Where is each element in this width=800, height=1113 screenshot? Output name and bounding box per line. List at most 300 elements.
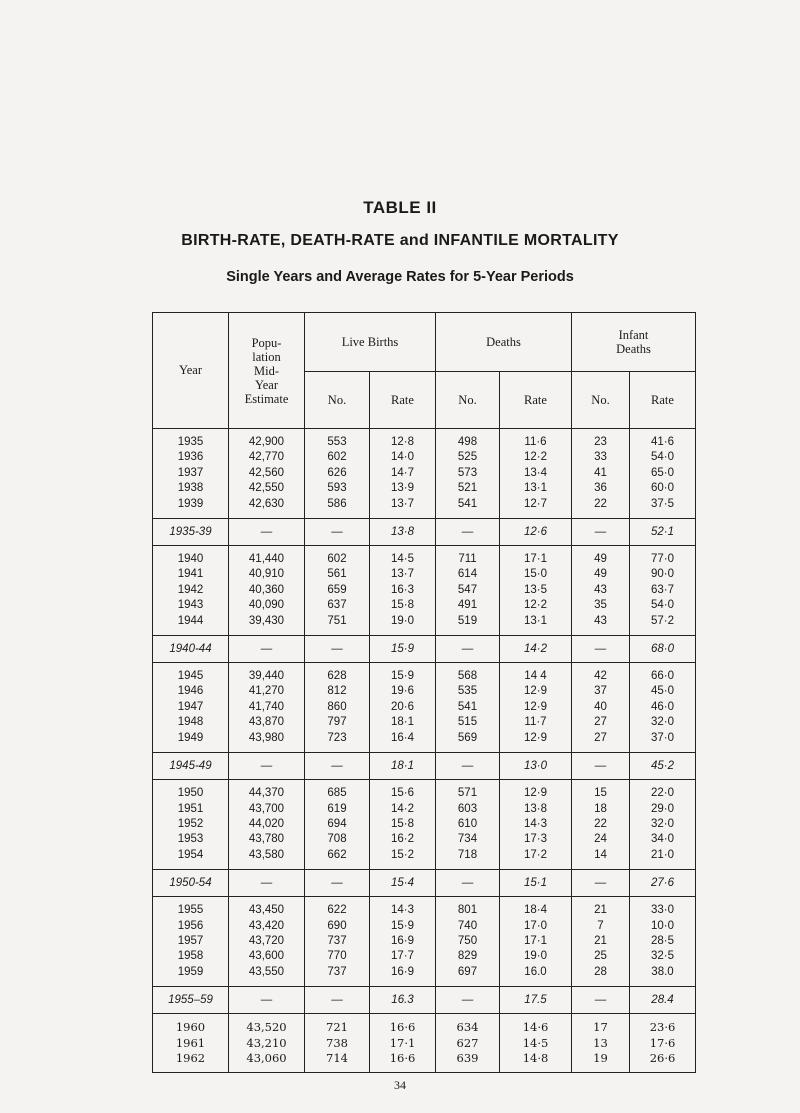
- group-column-cell: [500, 780, 572, 870]
- table-cell: 1941: [177, 568, 204, 581]
- table-cell: 27: [594, 731, 607, 744]
- average-cell: —: [229, 636, 305, 663]
- average-cell: —: [436, 519, 500, 546]
- table-cell: 541: [457, 700, 478, 713]
- header-deaths-no: No.: [436, 372, 500, 429]
- table-cell: 535: [457, 685, 478, 698]
- table-cell: 37·0: [650, 731, 675, 744]
- table-cell: 19·0: [390, 614, 415, 627]
- table-cell: 1942: [177, 583, 204, 596]
- table-cell: 1949: [177, 731, 204, 744]
- table-cell: 718: [457, 848, 478, 861]
- average-cell: 45·2: [630, 753, 696, 780]
- table-cell: 17·0: [523, 919, 548, 932]
- table-cell: 20·6: [390, 700, 415, 713]
- average-cell: 1945-49: [153, 753, 229, 780]
- year-group: [153, 1014, 696, 1073]
- table-cell: 860: [327, 700, 347, 713]
- table-cell: 16·2: [390, 833, 415, 846]
- table-cell: 519: [457, 614, 478, 627]
- table-cell: 498: [457, 436, 478, 448]
- table-cell: 17·6: [649, 1035, 676, 1050]
- average-cell: —: [572, 987, 630, 1014]
- table-cell: 16·9: [390, 965, 415, 978]
- table-cell: 737: [327, 934, 347, 947]
- table-cell: 12·9: [523, 787, 548, 800]
- group-column-cell: [572, 1014, 630, 1073]
- group-column-cell: [436, 780, 500, 870]
- table-cell: 40,360: [248, 583, 285, 596]
- table-cell: 16·3: [390, 583, 415, 596]
- table-cell: 714: [326, 1050, 348, 1065]
- table-cell: 15: [594, 787, 607, 800]
- group-column-cell: [370, 429, 436, 519]
- table-cell: 541: [457, 497, 478, 510]
- table-cell: 11·6: [524, 436, 547, 448]
- table-cell: 697: [457, 965, 478, 978]
- header-population: Popu- lation Mid- Year Estimate: [229, 313, 305, 429]
- table-cell: 16·9: [390, 934, 415, 947]
- table-cell: 1951: [177, 802, 204, 815]
- table-cell: 21·0: [650, 848, 675, 861]
- table-cell: 721: [326, 1020, 348, 1035]
- table-cell: 14·5: [390, 553, 415, 566]
- table-cell: 33: [594, 451, 607, 464]
- group-column-cell: [153, 897, 229, 987]
- table-cell: 14·8: [522, 1050, 549, 1065]
- group-column-cell: [630, 429, 696, 519]
- average-cell: 1950-54: [153, 870, 229, 897]
- average-cell: —: [436, 987, 500, 1014]
- table-cell: 43,420: [248, 919, 285, 932]
- table-cell: 685: [327, 787, 347, 800]
- table-cell: 14·2: [390, 802, 415, 815]
- table-cell: 628: [327, 670, 347, 683]
- average-cell: —: [305, 519, 370, 546]
- table-cell: 15·9: [390, 919, 415, 932]
- average-cell: 1940-44: [153, 636, 229, 663]
- table-cell: 41: [594, 466, 607, 479]
- table-cell: 1937: [177, 466, 204, 479]
- table-cell: 14·0: [390, 451, 415, 464]
- table-cell: 43,600: [248, 950, 285, 963]
- table-cell: 586: [327, 497, 347, 510]
- table-cell: 637: [327, 599, 347, 612]
- table-cell: 32·0: [650, 716, 675, 729]
- table-cell: 12·9: [523, 700, 548, 713]
- table-cell: 33·0: [650, 904, 675, 917]
- table-cell: 15·8: [390, 599, 415, 612]
- table-cell: 801: [457, 904, 478, 917]
- average-cell: 15·4: [370, 870, 436, 897]
- table-cell: 46·0: [650, 700, 675, 713]
- table-cell: 22: [594, 497, 607, 510]
- average-cell: —: [572, 636, 630, 663]
- table-cell: 14·5: [522, 1035, 549, 1050]
- table-cell: 63·7: [650, 583, 675, 596]
- average-cell: 1955–59: [153, 987, 229, 1014]
- average-cell: —: [436, 636, 500, 663]
- table-cell: 90·0: [650, 568, 675, 581]
- average-cell: —: [305, 987, 370, 1014]
- group-column-cell: [305, 1014, 370, 1073]
- average-cell: —: [305, 753, 370, 780]
- table-cell: 17·1: [523, 934, 548, 947]
- group-column-cell: [305, 897, 370, 987]
- average-cell: —: [572, 753, 630, 780]
- year-group: [153, 546, 696, 636]
- table-cell: 12·2: [523, 451, 548, 464]
- table-cell: 1958: [177, 950, 204, 963]
- table-cell: 662: [327, 848, 347, 861]
- table-cell: 626: [327, 466, 347, 479]
- table-cell: 1936: [177, 451, 204, 464]
- table-cell: 44,020: [248, 817, 285, 830]
- table-cell: 723: [327, 731, 347, 744]
- table-cell: 1948: [177, 716, 204, 729]
- table-cell: 16.0: [524, 965, 547, 978]
- table-cell: 43,870: [248, 716, 285, 729]
- average-cell: 16.3: [370, 987, 436, 1014]
- table-cell: 18·4: [523, 904, 548, 917]
- table-cell: 43,700: [248, 802, 285, 815]
- average-cell: —: [229, 753, 305, 780]
- group-column-cell: [436, 897, 500, 987]
- table-cell: 14 4: [524, 670, 547, 683]
- table-cell: 1953: [177, 833, 204, 846]
- table-cell: 28: [594, 965, 607, 978]
- group-column-cell: [370, 780, 436, 870]
- table-cell: 1961: [175, 1035, 206, 1050]
- group-column-cell: [630, 663, 696, 753]
- year-group: [153, 429, 696, 519]
- table-cell: 43,980: [248, 731, 285, 744]
- group-column-cell: [370, 663, 436, 753]
- table-cell: 797: [327, 716, 347, 729]
- table-cell: 12·2: [523, 599, 548, 612]
- header-infant-no: No.: [572, 372, 630, 429]
- table-cell: 690: [327, 919, 347, 932]
- table-cell: 40,910: [248, 568, 285, 581]
- table-cell: 40,090: [248, 599, 285, 612]
- table-cell: 60·0: [650, 482, 675, 495]
- table-cell: 54·0: [650, 599, 675, 612]
- table-cell: 610: [457, 817, 478, 830]
- average-cell: 27·6: [630, 870, 696, 897]
- average-cell: —: [436, 753, 500, 780]
- table-caption: Single Years and Average Rates for 5-Year Periods: [226, 269, 574, 285]
- table-cell: 1939: [177, 497, 204, 510]
- table-subtitle: BIRTH-RATE, DEATH-RATE and INFANTILE MORTALITY: [181, 232, 619, 249]
- average-row: [153, 987, 696, 1014]
- table-cell: 42,770: [248, 451, 285, 464]
- average-row: [153, 519, 696, 546]
- table-cell: 1944: [177, 614, 204, 627]
- table-cell: 15·8: [390, 817, 415, 830]
- header-year: Year: [153, 313, 229, 429]
- page-number: 34: [394, 1078, 406, 1092]
- table-cell: 43,520: [246, 1020, 287, 1035]
- group-column-cell: [229, 780, 305, 870]
- group-column-cell: [500, 897, 572, 987]
- table-cell: 553: [327, 436, 347, 448]
- table-cell: 43,550: [248, 965, 285, 978]
- group-column-cell: [572, 780, 630, 870]
- table-cell: 18·1: [390, 716, 415, 729]
- group-column-cell: [436, 663, 500, 753]
- table-cell: 15·6: [390, 787, 415, 800]
- table-cell: 751: [327, 614, 347, 627]
- header-infant-deaths: Infant Deaths: [572, 313, 696, 372]
- header-deaths: Deaths: [436, 313, 572, 372]
- table-cell: 15·9: [390, 670, 415, 683]
- average-cell: 52·1: [630, 519, 696, 546]
- table-cell: 32·0: [650, 817, 675, 830]
- table-cell: 614: [457, 568, 478, 581]
- table-cell: 603: [457, 802, 478, 815]
- table-cell: 708: [327, 833, 347, 846]
- table-cell: 22·0: [650, 787, 675, 800]
- group-column-cell: [305, 546, 370, 636]
- group-column-cell: [153, 429, 229, 519]
- table-cell: 43: [594, 583, 607, 596]
- table-cell: 23·6: [649, 1020, 676, 1035]
- table-cell: 521: [457, 482, 478, 495]
- table-cell: 17·2: [523, 848, 548, 861]
- statistics-table: [152, 312, 696, 1073]
- table-cell: 25: [594, 950, 607, 963]
- table-cell: 619: [327, 802, 347, 815]
- average-row: [153, 636, 696, 663]
- table-cell: 1962: [175, 1050, 206, 1065]
- table-cell: 18: [594, 802, 607, 815]
- average-cell: 68·0: [630, 636, 696, 663]
- average-cell: —: [305, 870, 370, 897]
- table-cell: 515: [457, 716, 478, 729]
- group-column-cell: [153, 780, 229, 870]
- table-cell: 491: [457, 599, 478, 612]
- average-cell: 12·6: [500, 519, 572, 546]
- table-cell: 734: [457, 833, 478, 846]
- table-cell: 43,580: [248, 848, 285, 861]
- table-cell: 1943: [177, 599, 204, 612]
- table-cell: 737: [327, 965, 347, 978]
- table-cell: 14·3: [390, 904, 415, 917]
- table-title: TABLE II: [363, 198, 437, 217]
- table-cell: 19·6: [390, 685, 415, 698]
- table-cell: 571: [457, 787, 478, 800]
- table-cell: 42: [594, 670, 607, 683]
- table-cell: 42,550: [248, 482, 285, 495]
- table-cell: 1960: [175, 1020, 206, 1035]
- table-cell: 42,630: [248, 497, 285, 510]
- table-cell: 627: [456, 1035, 479, 1050]
- table-cell: 49: [594, 568, 607, 581]
- table-cell: 7: [597, 919, 604, 932]
- table-cell: 77·0: [650, 553, 675, 566]
- table-cell: 34·0: [650, 833, 675, 846]
- table-cell: 21: [594, 934, 607, 947]
- average-row: [153, 870, 696, 897]
- table-cell: 15·2: [390, 848, 415, 861]
- table-cell: 44,370: [248, 787, 285, 800]
- table-cell: 1956: [177, 919, 204, 932]
- group-column-cell: [572, 663, 630, 753]
- table-cell: 49: [594, 553, 607, 566]
- table-cell: 43,720: [248, 934, 285, 947]
- table-cell: 1940: [177, 553, 204, 566]
- header-deaths-rate: Rate: [500, 372, 572, 429]
- group-column-cell: [370, 1014, 436, 1073]
- table-cell: 16·6: [389, 1020, 416, 1035]
- table-cell: 43,780: [248, 833, 285, 846]
- group-column-cell: [630, 897, 696, 987]
- average-cell: —: [229, 987, 305, 1014]
- table-cell: 10·0: [650, 919, 675, 932]
- table-cell: 17·1: [523, 553, 548, 566]
- table-cell: 1954: [177, 848, 204, 861]
- table-cell: 29·0: [650, 802, 675, 815]
- group-column-cell: [572, 546, 630, 636]
- table-cell: 16·4: [390, 731, 415, 744]
- table-cell: 1945: [177, 670, 204, 683]
- table-cell: 39,440: [248, 670, 285, 683]
- table-cell: 37·5: [650, 497, 675, 510]
- table-cell: 17·7: [390, 950, 415, 963]
- year-group: [153, 780, 696, 870]
- group-column-cell: [305, 780, 370, 870]
- average-cell: 28.4: [630, 987, 696, 1014]
- table-cell: 622: [327, 904, 347, 917]
- table-cell: 569: [457, 731, 478, 744]
- group-column-cell: [630, 780, 696, 870]
- average-cell: —: [572, 870, 630, 897]
- table-cell: 65·0: [650, 466, 675, 479]
- group-column-cell: [229, 546, 305, 636]
- table-cell: 42,560: [248, 466, 285, 479]
- table-cell: 14·6: [522, 1020, 549, 1035]
- header-births-rate: Rate: [370, 372, 436, 429]
- table-cell: 659: [327, 583, 347, 596]
- table-cell: 22: [594, 817, 607, 830]
- group-column-cell: [572, 897, 630, 987]
- average-cell: 17.5: [500, 987, 572, 1014]
- table-cell: 17·3: [523, 833, 548, 846]
- table-cell: 19: [593, 1050, 608, 1065]
- table-cell: 43: [594, 614, 607, 627]
- group-column-cell: [229, 897, 305, 987]
- table-cell: 738: [326, 1035, 348, 1050]
- group-column-cell: [436, 1014, 500, 1073]
- table-cell: 573: [457, 466, 478, 479]
- average-cell: 18·1: [370, 753, 436, 780]
- table-cell: 13·7: [390, 497, 415, 510]
- table-cell: 750: [457, 934, 478, 947]
- table-cell: 13·1: [523, 482, 548, 495]
- group-column-cell: [229, 663, 305, 753]
- table-cell: 21: [594, 904, 607, 917]
- table-cell: 14·3: [523, 817, 548, 830]
- table-cell: 13: [593, 1035, 608, 1050]
- table-cell: 639: [456, 1050, 479, 1065]
- group-column-cell: [370, 546, 436, 636]
- group-column-cell: [436, 429, 500, 519]
- average-cell: 15·9: [370, 636, 436, 663]
- table-cell: 54·0: [650, 451, 675, 464]
- table-cell: 1957: [177, 934, 204, 947]
- group-column-cell: [500, 1014, 572, 1073]
- table-cell: 770: [327, 950, 347, 963]
- table-cell: 593: [327, 482, 347, 495]
- table-cell: 1959: [177, 965, 204, 978]
- table-cell: 43,210: [246, 1035, 287, 1050]
- group-column-cell: [630, 546, 696, 636]
- table-cell: 13·7: [390, 568, 415, 581]
- table-cell: 602: [327, 553, 347, 566]
- group-column-cell: [305, 663, 370, 753]
- table-cell: 561: [327, 568, 347, 581]
- table-cell: 40: [594, 700, 607, 713]
- table-cell: 1950: [177, 787, 204, 800]
- group-column-cell: [572, 429, 630, 519]
- group-column-cell: [229, 429, 305, 519]
- average-cell: 13·0: [500, 753, 572, 780]
- average-cell: —: [305, 636, 370, 663]
- average-cell: —: [229, 870, 305, 897]
- table-cell: 1955: [177, 904, 204, 917]
- table-cell: 829: [457, 950, 478, 963]
- table-cell: 36: [594, 482, 607, 495]
- table-cell: 66·0: [650, 670, 675, 683]
- group-column-cell: [436, 546, 500, 636]
- group-column-cell: [229, 1014, 305, 1073]
- year-group: [153, 897, 696, 987]
- group-column-cell: [153, 663, 229, 753]
- table-cell: 694: [327, 817, 347, 830]
- table-cell: 602: [327, 451, 347, 464]
- table-cell: 1946: [177, 685, 204, 698]
- table-cell: 12·8: [390, 436, 415, 448]
- table-cell: 37: [594, 685, 607, 698]
- table-cell: 19·0: [523, 950, 548, 963]
- table-cell: 13·8: [523, 802, 548, 815]
- table-cell: 45·0: [650, 685, 675, 698]
- group-column-cell: [153, 1014, 229, 1073]
- table-cell: 57·2: [650, 614, 675, 627]
- table-cell: 13·1: [523, 614, 548, 627]
- table-cell: 13·5: [523, 583, 548, 596]
- table-cell: 26·6: [649, 1050, 676, 1065]
- table-cell: 11·7: [524, 716, 547, 729]
- table-cell: 14·7: [390, 466, 415, 479]
- table-cell: 42,900: [248, 436, 285, 448]
- table-cell: 23: [594, 436, 607, 448]
- average-cell: 13·8: [370, 519, 436, 546]
- table-cell: 740: [457, 919, 478, 932]
- group-column-cell: [370, 897, 436, 987]
- table-cell: 28·5: [650, 934, 675, 947]
- table-cell: 1947: [177, 700, 204, 713]
- table-cell: 41,740: [248, 700, 285, 713]
- table-cell: 14: [594, 848, 607, 861]
- average-cell: 14·2: [500, 636, 572, 663]
- group-column-cell: [305, 429, 370, 519]
- table-cell: 15·0: [523, 568, 548, 581]
- average-cell: —: [572, 519, 630, 546]
- table-cell: 16·6: [389, 1050, 416, 1065]
- table-cell: 13·4: [523, 466, 548, 479]
- table-cell: 17·1: [389, 1035, 416, 1050]
